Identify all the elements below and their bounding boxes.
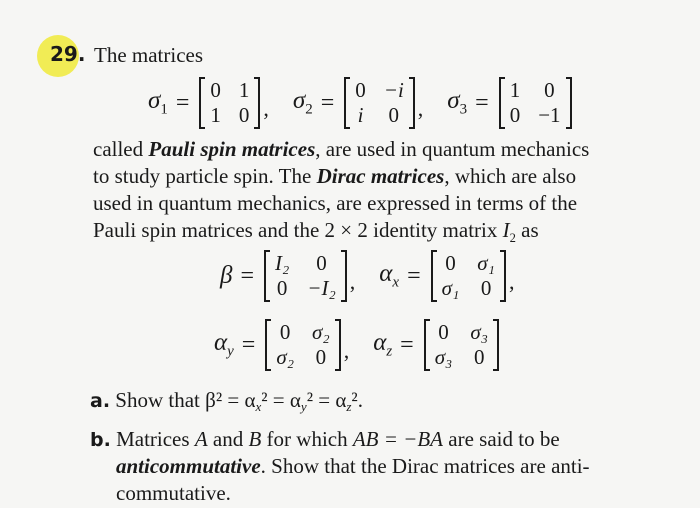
alpha-x-matrix: 0 σ₁ σ₁ 0 [431,251,506,301]
paragraph-line-3: used in quantum mechanics, are expressed in terms of the [93,191,578,215]
sigma3-matrix: 1 0 0 −1 [499,78,572,128]
sigma1-matrix: 0 1 1 0 [199,78,260,128]
alpha-y-matrix: 0 σ₂ σ₂ 0 [265,320,340,370]
alpha-z-matrix: 0 σ₃ σ₃ 0 [424,320,499,370]
part-b-line-2: anticommutative. Show that the Dirac matrices are anti- [116,454,590,478]
term-anticommutative: anticommutative [116,454,261,478]
term-pauli-spin-matrices: Pauli spin matrices [148,137,316,161]
paragraph-line-2: to study particle spin. The Dirac matrices, which are also [93,164,577,188]
part-b-label: b. [90,429,111,451]
problem-intro: The matrices [94,43,204,67]
part-b: b. Matrices A and B for which AB = −BA are said to be [90,427,560,451]
beta-label: β [220,262,233,289]
alpha-z-label: $\alpha_z$ [373,329,393,360]
sigma2-label: $\sigma_2$ [292,87,313,118]
part-a: a. Show that $\beta^2 = \alpha_x^2 = \alpha_y^2 = \alpha_z^2$. [90,388,363,414]
part-b-line-3: commutative. [116,481,231,505]
sigma2-matrix: 0 −i i 0 [344,78,415,128]
paragraph-line-4: Pauli spin matrices and the 2 × 2 identity matrix $I_2$ as [93,218,539,246]
beta-matrix: I₂ 0 0 −I₂ [264,251,347,301]
sigma3-label: $\sigma_3$ [447,87,468,118]
problem-number: 29. [50,42,86,66]
alpha-y-label: $\alpha_y$ [214,329,234,360]
pauli-matrices-row: $\sigma_1$ = 0 1 1 0 , $\sigma_2$ = 0 −i i 0 , $\sigma_3$ = 1 0 0 −1 [148,78,572,128]
alpha-x-label: $\alpha_x$ [379,260,400,291]
term-dirac-matrices: Dirac matrices [316,164,445,188]
part-a-label: a. [90,390,111,412]
sigma1-label: $\sigma_1$ [148,87,168,118]
dirac-row-1: β = I₂ 0 0 −I₂ , $\alpha_x$ = 0 σ₁ σ₁ 0 , [220,251,515,300]
dirac-row-2: $\alpha_y$ = 0 σ₂ σ₂ 0 , $\alpha_z$ = 0 σ₃ σ₃ 0 [214,320,499,370]
paragraph-line-1: called Pauli spin matrices, are used in quantum mechanics [93,137,590,161]
